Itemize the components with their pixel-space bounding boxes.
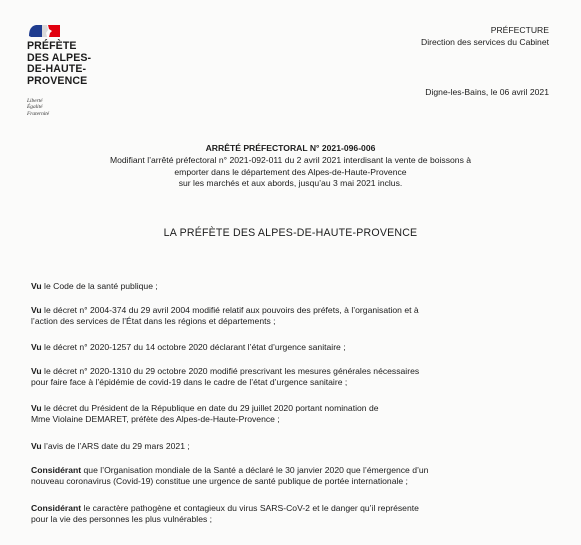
paragraph-text: que l’Organisation mondiale de la Santé a déclaré le 30 janvier 2020 que l’émergence d’un (81, 465, 429, 475)
prefecture-header (421, 25, 549, 48)
paragraph-lead: Vu (31, 281, 42, 291)
prefecture-label: PRÉFECTURE (490, 25, 549, 35)
dateline: Digne-les-Bains, le 06 avril 2021 (425, 87, 549, 97)
republic-motto (27, 98, 49, 117)
paragraph-text: l’action des services de l’État dans les régions et départements ; (31, 316, 276, 327)
paragraph-text: Mme Violaine DEMARET, préfète des Alpes-de-Haute-Provence ; (31, 414, 280, 425)
paragraph-text: le décret n° 2020-1310 du 29 octobre 2020 modifié prescrivant les mesures générales nécessaires (41, 366, 420, 376)
brand-line: DES ALPES- (27, 51, 92, 64)
arrete-title: ARRÊTÉ PRÉFECTORAL N° 2021-096-006 (205, 143, 376, 153)
paragraph-text: le décret n° 2004-374 du 29 avril 2004 modifié relatif aux pouvoirs des préfets, à l’organisation et à (41, 305, 419, 315)
arrete-subtitle (20, 155, 561, 190)
paragraph-text: pour la vie des personnes les plus vulnérables ; (31, 514, 213, 525)
paragraph-lead: Considérant (31, 503, 82, 513)
paragraph-text: nouveau coronavirus (Covid-19) constitue une urgence de santé publique de portée internationale ; (31, 476, 408, 487)
paragraph-vu-decret-2004 (31, 305, 551, 327)
brand-line: DE-HAUTE- (27, 63, 87, 76)
paragraph-text: pour faire face à l’épidémie de covid-19 dans le cadre de l’état d’urgence sanitaire ; (31, 377, 348, 388)
paragraph-vu-decret-1310 (31, 366, 551, 388)
paragraph-text: l’avis de l’ARS date du 29 mars 2021 ; (41, 441, 190, 451)
paragraph-vu-decret-nomination (31, 403, 551, 425)
paragraph-vu-avis-ars (31, 441, 551, 452)
paragraph-vu-code-sante (31, 281, 551, 292)
motto-line: Égalité (27, 104, 43, 111)
brand-line: PRÉFÈTE (27, 40, 77, 52)
paragraph-lead: Vu (31, 366, 42, 376)
paragraph-lead: Vu (31, 441, 42, 451)
subtitle-line: Modifiant l’arrêté préfectoral n° 2021-092-011 du 2 avril 2021 interdisant la vente de boissons à (109, 155, 472, 165)
subtitle-line: emporter dans le département des Alpes-de-Haute-Provence (174, 166, 407, 177)
paragraph-lead: Vu (31, 305, 42, 315)
motto-line: Fraternité (27, 110, 50, 117)
brand-name (27, 41, 91, 87)
motto-line: Liberté (27, 98, 43, 104)
subtitle-line: sur les marchés et aux abords, jusqu’au 3 mai 2021 inclus. (178, 178, 403, 189)
paragraph-considerant-oms (31, 465, 551, 487)
paragraph-text: le caractère pathogène et contagieux du virus SARS-CoV-2 et le danger qu’il représente (81, 503, 419, 513)
paragraph-vu-decret-1257 (31, 342, 551, 353)
paragraph-text: le Code de la santé publique ; (41, 281, 158, 291)
paragraph-considerant-sars (31, 503, 551, 525)
paragraph-text: le décret du Président de la République en date du 29 juillet 2020 portant nomination de (41, 403, 379, 413)
paragraph-text: le décret n° 2020-1257 du 14 octobre 2020 déclarant l’état d’urgence sanitaire ; (41, 342, 346, 352)
paragraph-lead: Vu (31, 342, 42, 352)
brand-line: PROVENCE (27, 74, 88, 87)
marianne-logo-icon (27, 24, 61, 38)
paragraph-lead: Vu (31, 403, 42, 413)
paragraph-lead: Considérant (31, 465, 82, 475)
authority-heading: LA PRÉFÈTE DES ALPES-DE-HAUTE-PROVENCE (163, 227, 418, 239)
department-label: Direction des services du Cabinet (420, 36, 549, 47)
